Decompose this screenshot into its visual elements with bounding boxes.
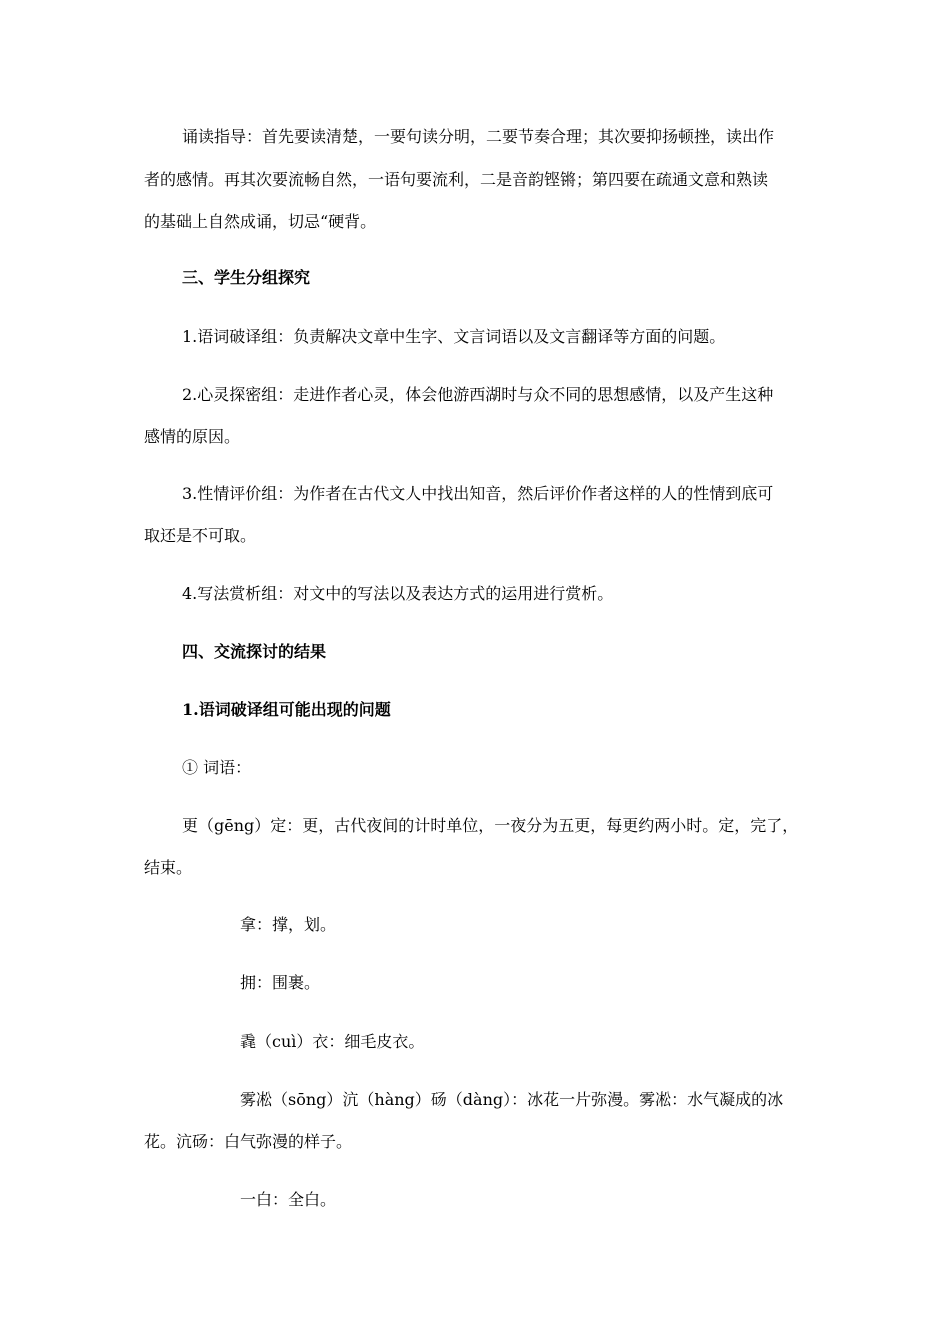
vocab-cui: 毳（cuì）衣：细毛皮衣。 [240,1032,425,1051]
vocab-na: 拿：撑，划。 [240,915,337,934]
group-item-2-line-2: 感情的原因。 [144,427,241,446]
vocab-geng-line-1: 更（gēng）定：更，古代夜间的计时单位，一夜分为五更，每更约两小时。定，完了， [182,816,799,835]
section-heading-4: 四、交流探讨的结果 [182,642,327,661]
vocab-geng-line-2: 结束。 [144,858,193,877]
group-item-3-line-1: 3.性情评价组：为作者在古代文人中找出知音，然后评价作者这样的人的性情到底可 [182,484,774,503]
reading-guide-line-2: 者的感情。再其次要流畅自然，一语句要流利，二是音韵铿锵；第四要在疏通文意和熟读 [144,170,769,189]
vocab-wusong-line-2: 花。沆砀：白气弥漫的样子。 [144,1132,353,1151]
reading-guide-line-1: 诵读指导：首先要读清楚，一要句读分明，二要节奏合理；其次要抑扬顿挫，读出作 [182,127,775,146]
vocab-wusong-line-1: 雾凇（sōng）沆（hàng）砀（dàng）：冰花一片弥漫。雾凇：水气凝成的冰 [240,1090,784,1109]
subheading-vocab-group: 1.语词破译组可能出现的问题 [182,700,391,719]
vocab-yong: 拥：围裹。 [240,973,321,992]
reading-guide-line-3: 的基础上自然成诵，切忌“硬背。 [144,212,377,231]
section-heading-3: 三、学生分组探究 [182,268,311,287]
group-item-3-line-2: 取还是不可取。 [144,526,257,545]
vocab-label: ① 词语： [182,758,252,777]
group-item-4: 4.写法赏析组：对文中的写法以及表达方式的运用进行赏析。 [182,584,614,603]
group-item-1: 1.语词破译组：负责解决文章中生字、文言词语以及文言翻译等方面的问题。 [182,327,726,346]
vocab-yibai: 一白：全白。 [240,1190,337,1209]
group-item-2-line-1: 2.心灵探密组：走进作者心灵，体会他游西湖时与众不同的思想感情，以及产生这种 [182,385,774,404]
